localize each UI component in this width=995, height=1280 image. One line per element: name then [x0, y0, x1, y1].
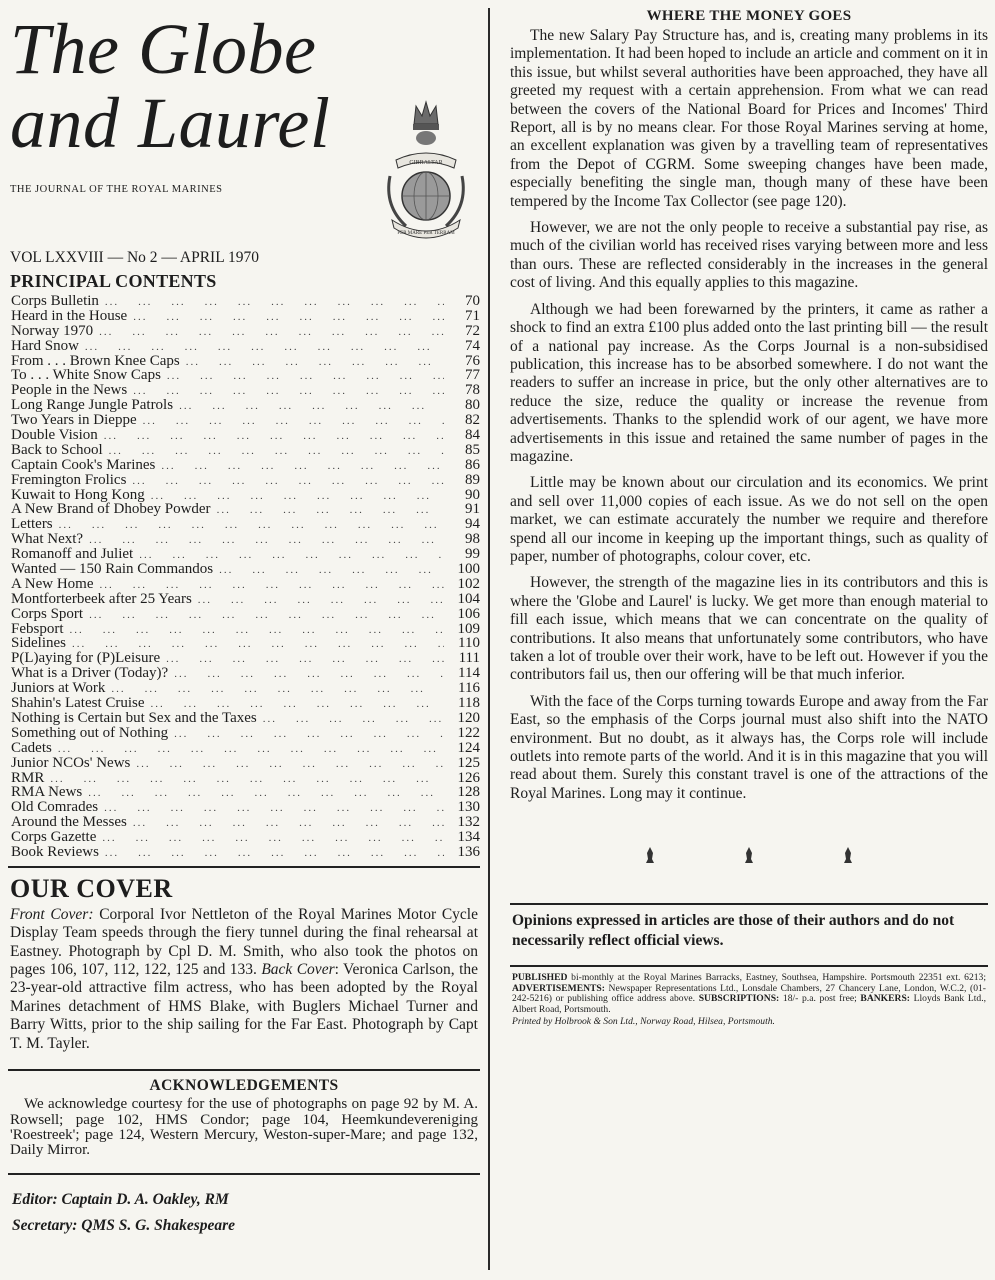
contents-item	[8, 473, 480, 488]
leader-dots	[143, 414, 444, 429]
front-cover-text: Corporal Ivor Nettleton of the Royal Marines Motor Cycle Display Team speeds through the fiery tunnel during the final rehearsal at Eastney. Photograph by Cpl D. M. Smith, who also took the photos on pages 106, 107, 112, 122, 125 and 133.	[10, 905, 478, 979]
editorial-body	[510, 27, 988, 803]
contents-item-title: Romanoff and Juliet	[11, 546, 134, 563]
ornament-row	[510, 847, 988, 863]
contents-item	[8, 413, 480, 428]
cover-description	[10, 906, 478, 1053]
contents-item	[8, 488, 480, 503]
leader-dots	[217, 503, 444, 518]
contents-item-title: Captain Cook's Marines	[11, 456, 156, 473]
editorial-paragraph: With the face of the Corps turning towards Europe and away from the Far East, so the emphasis of the Corps journal must also shift into the NATO environment. But no doubt, as it always has, the Corps role will include outlets into remote parts of the world. And it is in this magazine that you will read about them. Surely this constant travel is one of the attractions of the Royal Marines. Long may it continue.	[510, 692, 988, 802]
contents-heading: PRINCIPAL CONTENTS	[10, 271, 217, 291]
contents-item-title: Old Comrades	[11, 799, 99, 816]
contents-item	[8, 398, 480, 413]
contents-item-title: A New Brand of Dhobey Powder	[11, 501, 211, 518]
rule	[8, 1173, 480, 1175]
contents-item	[8, 756, 480, 771]
masthead-subtitle: THE JOURNAL OF THE ROYAL MARINES	[10, 184, 223, 195]
contents-item-title: From . . . Brown Knee Caps	[11, 352, 180, 369]
contents-item-page: 126	[457, 769, 480, 786]
contents-item-title: Corps Gazette	[11, 829, 97, 846]
leader-dots	[104, 429, 444, 444]
contents-item-title: Hard Snow	[11, 337, 79, 354]
contents-item	[8, 532, 480, 547]
subscriptions-text: 18/- p.a. post free;	[779, 993, 861, 1005]
bankers-text: Lloyds Bank Ltd., Albert Road, Portsmouth.	[512, 993, 987, 1016]
contents-item-page: 76	[465, 352, 480, 369]
publishing-info	[512, 973, 986, 1015]
contents-item-title: Letters	[11, 516, 53, 533]
contents-item-page: 128	[457, 784, 480, 801]
contents-item-title: Back to School	[11, 441, 103, 458]
rule	[510, 965, 988, 967]
contents-list	[8, 294, 480, 860]
editorial-paragraph: However, we are not the only people to receive a substantial pay rise, as much of the civilian world has received rises varying between more and less than ours. These are reflected considerably in the increases in the general cost of living. And this equally applies to this magazine.	[510, 219, 988, 292]
contents-item-page: 106	[457, 605, 480, 622]
contents-item-title: Corps Sport	[11, 605, 84, 622]
contents-item-page: 130	[457, 799, 480, 816]
contents-item-title: Febsport	[11, 620, 64, 637]
leader-dots	[133, 384, 444, 399]
contents-item	[8, 547, 480, 562]
contents-item	[8, 577, 480, 592]
leader-dots	[179, 399, 444, 414]
rule	[8, 1069, 480, 1071]
contents-item-title: Junior NCOs' News	[11, 754, 131, 771]
contents-item	[8, 354, 480, 369]
contents-item-title: To . . . White Snow Caps	[11, 367, 161, 384]
contents-item-page: 124	[457, 739, 480, 756]
bankers-label: BANKERS:	[860, 993, 910, 1005]
contents-item-title: Montforterbeek after 25 Years	[11, 590, 192, 607]
contents-item	[8, 309, 480, 324]
ornament-icon	[743, 847, 755, 863]
royal-marines-crest-icon	[376, 96, 476, 244]
contents-item-title: Wanted — 150 Rain Commandos	[11, 561, 214, 578]
rule	[8, 866, 480, 868]
advertisements-label: ADVERTISEMENTS:	[512, 982, 605, 994]
contents-item	[8, 845, 480, 860]
contents-item-page: 90	[465, 486, 480, 503]
contents-item	[8, 696, 480, 711]
contents-item-title: Cadets	[11, 739, 52, 756]
contents-item	[8, 830, 480, 845]
contents-item-title: People in the News	[11, 382, 128, 399]
contents-item-title: Juniors at Work	[11, 680, 106, 697]
contents-item-title: Kuwait to Hong Kong	[11, 486, 145, 503]
contents-item-page: 136	[457, 843, 480, 860]
editor-line: Editor: Captain D. A. Oakley, RM	[12, 1190, 229, 1208]
contents-item	[8, 666, 480, 681]
contents-item	[8, 458, 480, 473]
leader-dots	[104, 801, 444, 816]
front-cover-label: Front Cover:	[10, 905, 94, 923]
published-label: PUBLISHED	[512, 972, 568, 984]
contents-item-page: 82	[465, 412, 480, 429]
contents-item-title: Double Vision	[11, 427, 98, 444]
contents-item	[8, 785, 480, 800]
contents-item	[8, 815, 480, 830]
acknowledgements-heading: ACKNOWLEDGEMENTS	[149, 1077, 339, 1095]
staff-credits	[12, 1187, 480, 1239]
contents-item-title: Two Years in Dieppe	[11, 412, 137, 429]
contents-item	[8, 592, 480, 607]
contents-item-page: 85	[465, 441, 480, 458]
contents-item-title: Corps Bulletin	[11, 293, 99, 309]
contents-item-page: 70	[465, 293, 480, 309]
contents-item-page: 71	[465, 307, 480, 324]
crest-gibraltar-text: GIBRALTAR	[409, 160, 443, 166]
contents-item	[8, 294, 480, 309]
contents-item	[8, 726, 480, 741]
masthead-title-line2: and Laurel	[10, 83, 331, 163]
volume-line: VOL LXXVIII — No 2 — APRIL 1970	[10, 249, 259, 266]
contents-item-title: Shahin's Latest Cruise	[11, 695, 145, 712]
disclaimer: Opinions expressed in articles are those of their authors and do not necessarily reflect official views.	[512, 912, 955, 950]
leader-dots	[133, 816, 444, 831]
leader-dots	[132, 474, 444, 489]
printer-line: Printed by Holbrook & Son Ltd., Norway Road, Hilsea, Portsmouth.	[512, 1015, 775, 1027]
contents-item	[8, 502, 480, 517]
editorial-paragraph: The new Salary Pay Structure has, and is, creating many problems in its implementation. It had been hoped to include an article and comment on it in this issue, but whilst several authorities have been approached, they have all greeted my request with a certain apprehension. From what we can read between the covers of the National Board for Prices and Incomes' Third Report, all is by no means clear. For those Royal Marines serving at home, an excellent explanation was given by a travelling team of representatives from the Depot of CGRM. Some sweeping changes have been made, especially benefiting the single man, though many of these have been tempered by the Income Tax Collector (see page 120).	[510, 27, 988, 210]
contents-item-title: Sidelines	[11, 635, 66, 652]
contents-item-title: P(L)aying for (P)Leisure	[11, 650, 161, 667]
contents-item-page: 104	[457, 590, 480, 607]
contents-item-title: RMA News	[11, 784, 83, 801]
leader-dots	[219, 563, 444, 578]
contents-item-title: A New Home	[11, 575, 94, 592]
acknowledgements-text: We acknowledge courtesy for the use of photographs on page 92 by M. A. Rowsell; page 102, HMS Condor; page 104, Heemkundevereniging 'Roestreek'; page 124, Western Mercury, Weston-super-Mare; and page 132, Daily Mirror.	[10, 1096, 478, 1159]
crest-motto-text: PER MARE PER TERRAM	[397, 231, 455, 236]
leader-dots	[89, 533, 444, 548]
leader-dots	[50, 772, 444, 787]
contents-item-title: What is a Driver (Today)?	[11, 665, 169, 682]
leader-dots	[88, 786, 444, 801]
back-cover-label: Back Cover	[261, 961, 335, 979]
contents-item	[8, 681, 480, 696]
contents-item-page: 77	[465, 367, 480, 384]
contents-item-title: RMR	[11, 769, 45, 786]
leader-dots	[166, 652, 444, 667]
contents-item	[8, 383, 480, 398]
contents-item-page: 94	[465, 516, 480, 533]
contents-item	[8, 517, 480, 532]
contents-item-page: 99	[465, 546, 480, 563]
contents-item-page: 74	[465, 337, 480, 354]
leader-dots	[136, 757, 444, 772]
contents-item-title: What Next?	[11, 531, 84, 548]
contents-item	[8, 711, 480, 726]
contents-item	[8, 636, 480, 651]
secretary-line: Secretary: QMS S. G. Shakespeare	[12, 1216, 236, 1234]
contents-item-page: 132	[457, 814, 480, 831]
contents-item-page: 122	[457, 724, 480, 741]
leader-dots	[89, 608, 444, 623]
contents-item	[8, 771, 480, 786]
leader-dots	[186, 355, 444, 370]
contents-item-title: Something out of Nothing	[11, 724, 169, 741]
contents-item-page: 78	[465, 382, 480, 399]
leader-dots	[263, 712, 444, 727]
right-column	[510, 6, 988, 1027]
contents-item	[8, 428, 480, 443]
contents-item-page: 111	[458, 650, 480, 667]
editorial-paragraph: However, the strength of the magazine lies in its contributors and this is where the 'Globe and Laurel' is lucky. We get more than enough material to fill each issue, which means that we can concentrate on the quality of contributions. It also means that unfortunately some contributors, who have taken a lot of trouble over their work, have to be left out. However if you the contributors fail us, then our offering will be that much inferior.	[510, 574, 988, 684]
contents-item	[8, 368, 480, 383]
column-divider	[488, 8, 490, 1270]
leader-dots	[111, 682, 444, 697]
leader-dots	[167, 369, 444, 384]
left-column	[8, 6, 480, 1239]
contents-item	[8, 651, 480, 666]
contents-item-page: 110	[458, 635, 480, 652]
editorial-heading: WHERE THE MONEY GOES	[646, 8, 852, 24]
leader-dots	[105, 846, 444, 861]
leader-dots	[133, 310, 444, 325]
subscriptions-label: SUBSCRIPTIONS:	[698, 993, 780, 1005]
contents-item-title: Around the Messes	[11, 814, 127, 831]
contents-item	[8, 622, 480, 637]
ornament-icon	[842, 847, 854, 863]
leader-dots	[161, 459, 444, 474]
leader-dots	[70, 623, 445, 638]
contents-item-page: 134	[457, 829, 480, 846]
contents-item-title: Norway 1970	[11, 322, 94, 339]
leader-dots	[105, 295, 444, 310]
contents-item	[8, 741, 480, 756]
contents-item-page: 109	[457, 620, 480, 637]
contents-item-page: 72	[465, 322, 480, 339]
contents-item-page: 91	[465, 501, 480, 518]
contents-item-page: 86	[465, 456, 480, 473]
leader-dots	[174, 667, 444, 682]
contents-item-title: Fremington Frolics	[11, 471, 127, 488]
contents-item	[8, 800, 480, 815]
leader-dots	[99, 325, 444, 340]
contents-item-page: 116	[458, 680, 480, 697]
contents-item-page: 114	[458, 665, 480, 682]
leader-dots	[102, 831, 444, 846]
cover-heading: OUR COVER	[10, 873, 173, 903]
advertisements-text: Newspaper Representations Ltd., Lonsdale Chambers, 27 Chancery Lane, London, W.C.2, (01-242-5216) or publishing office address above.	[512, 982, 986, 1005]
contents-item	[8, 339, 480, 354]
editorial-paragraph: Little may be known about our circulation and its economics. We print and sell over 11,000 copies of each issue. As we do not sell on the open market, we can estimate accurately the number we require and therefore spend all our income in keeping up the important things, such as quality of paper, number of photographs, colour cover, etc.	[510, 474, 988, 565]
contents-item-page: 84	[465, 427, 480, 444]
back-cover-text: : Veronica Carlson, the 23-year-old attractive film actress, who has been adopted by the Royal Marines detachment of HMS Blake, with Buglers Michael Turner and Barry Witts, prior to the ship sailing for the Far East. Photograph by Capt T. M. Tayler.	[10, 961, 479, 1052]
leader-dots	[109, 444, 444, 459]
rule	[510, 903, 988, 905]
contents-item-page: 118	[458, 695, 480, 712]
contents-item-title: Nothing is Certain but Sex and the Taxes	[11, 709, 257, 726]
contents-item-page: 89	[465, 471, 480, 488]
contents-item-page: 125	[457, 754, 480, 771]
contents-item	[8, 562, 480, 577]
contents-item	[8, 607, 480, 622]
contents-item-title: Book Reviews	[11, 843, 99, 860]
leader-dots	[198, 593, 444, 608]
masthead-title-line1: The Globe	[10, 9, 317, 89]
contents-item-page: 102	[457, 575, 480, 592]
published-text: bi-monthly at the Royal Marines Barracks, Eastney, Southsea, Hampshire. Portsmouth 22351 ext. 6213;	[567, 972, 986, 984]
contents-item-title: Heard in the House	[11, 307, 128, 324]
contents-item-page: 120	[457, 709, 480, 726]
contents-item	[8, 324, 480, 339]
contents-item-page: 100	[457, 561, 480, 578]
contents-item-page: 98	[465, 531, 480, 548]
editorial-paragraph: Although we had been forewarned by the printers, it came as rather a shock to find an extra £100 plus added onto the last printing bill — the result of a national pay increase. As the Corps Journal is a non-subsidised publication, this increase has to be absorbed somewhere. I do not want the readers to suffer an increase in price, but the only other alternatives are to reduce the size, reduce the quality or increase the revenue from advertisements. Thanks to the splendid work of our agent, we have more advertisements in this issue and retained the same number of pages in the magazine.	[510, 300, 988, 465]
leader-dots	[59, 518, 444, 533]
contents-item-title: Long Range Jungle Patrols	[11, 397, 174, 414]
contents-item-page: 80	[465, 397, 480, 414]
contents-item	[8, 443, 480, 458]
ornament-icon	[644, 847, 656, 863]
leader-dots	[174, 727, 444, 742]
